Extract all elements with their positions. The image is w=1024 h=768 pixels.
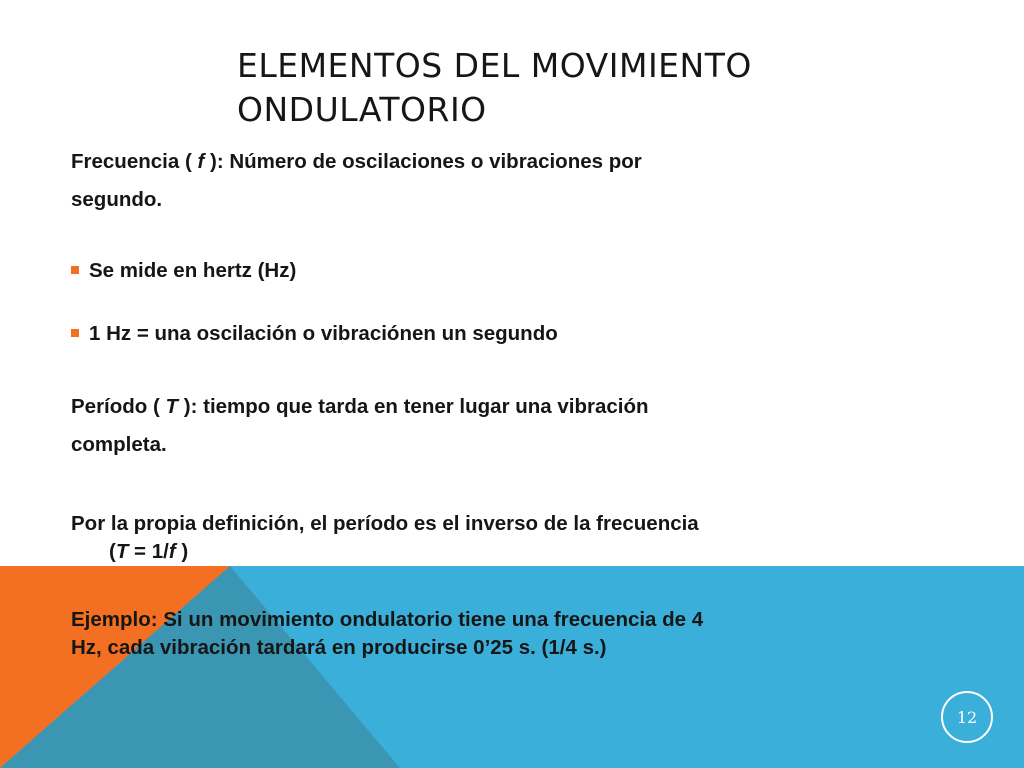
inverse-definition <box>71 510 699 566</box>
formula-mid: = 1/ <box>128 540 169 563</box>
formula-f: f <box>168 540 176 563</box>
frecuencia-definition <box>71 143 642 219</box>
inverse-text: Por la propia definición, el período es el inverso de la frecuencia <box>71 512 699 535</box>
slide-number: 12 <box>956 707 978 727</box>
ejemplo-text <box>71 606 703 662</box>
inverse-formula <box>71 540 188 563</box>
frecuencia-symbol: f <box>197 150 205 173</box>
periodo-text-line-2: completa. <box>71 433 167 456</box>
formula-close: ) <box>175 540 189 563</box>
periodo-text: ): tiempo que tarda en tener lugar una vibración <box>178 395 649 418</box>
bullet-hz-definition <box>71 322 558 346</box>
periodo-symbol: T <box>165 395 179 418</box>
slide-title <box>237 44 937 132</box>
frecuencia-text-line-2: segundo. <box>71 188 163 211</box>
frecuencia-term: Frecuencia ( <box>71 150 198 173</box>
title-line-2: ONDULATORIO <box>237 90 487 129</box>
bullet-text: Se mide en hertz (Hz) <box>89 259 297 282</box>
formula-open: ( <box>109 540 116 563</box>
formula-T: T <box>115 540 129 563</box>
bullet-hertz <box>71 259 296 283</box>
periodo-term: Período ( <box>71 395 166 418</box>
ejemplo-line-2: Hz, cada vibración tardará en producirse 0’25 s. (1/4 s.) <box>71 636 607 659</box>
square-bullet-icon <box>71 266 79 274</box>
frecuencia-text: ): Número de oscilaciones o vibraciones por <box>204 150 642 173</box>
square-bullet-icon <box>71 329 79 337</box>
periodo-definition <box>71 388 649 464</box>
title-line-1: ELEMENTOS DEL MOVIMIENTO <box>237 46 752 85</box>
ejemplo-line-1: Ejemplo: Si un movimiento ondulatorio tiene una frecuencia de 4 <box>71 608 704 631</box>
bullet-text: 1 Hz = una oscilación o vibraciónen un segundo <box>89 322 558 345</box>
slide-number-badge <box>941 691 993 743</box>
